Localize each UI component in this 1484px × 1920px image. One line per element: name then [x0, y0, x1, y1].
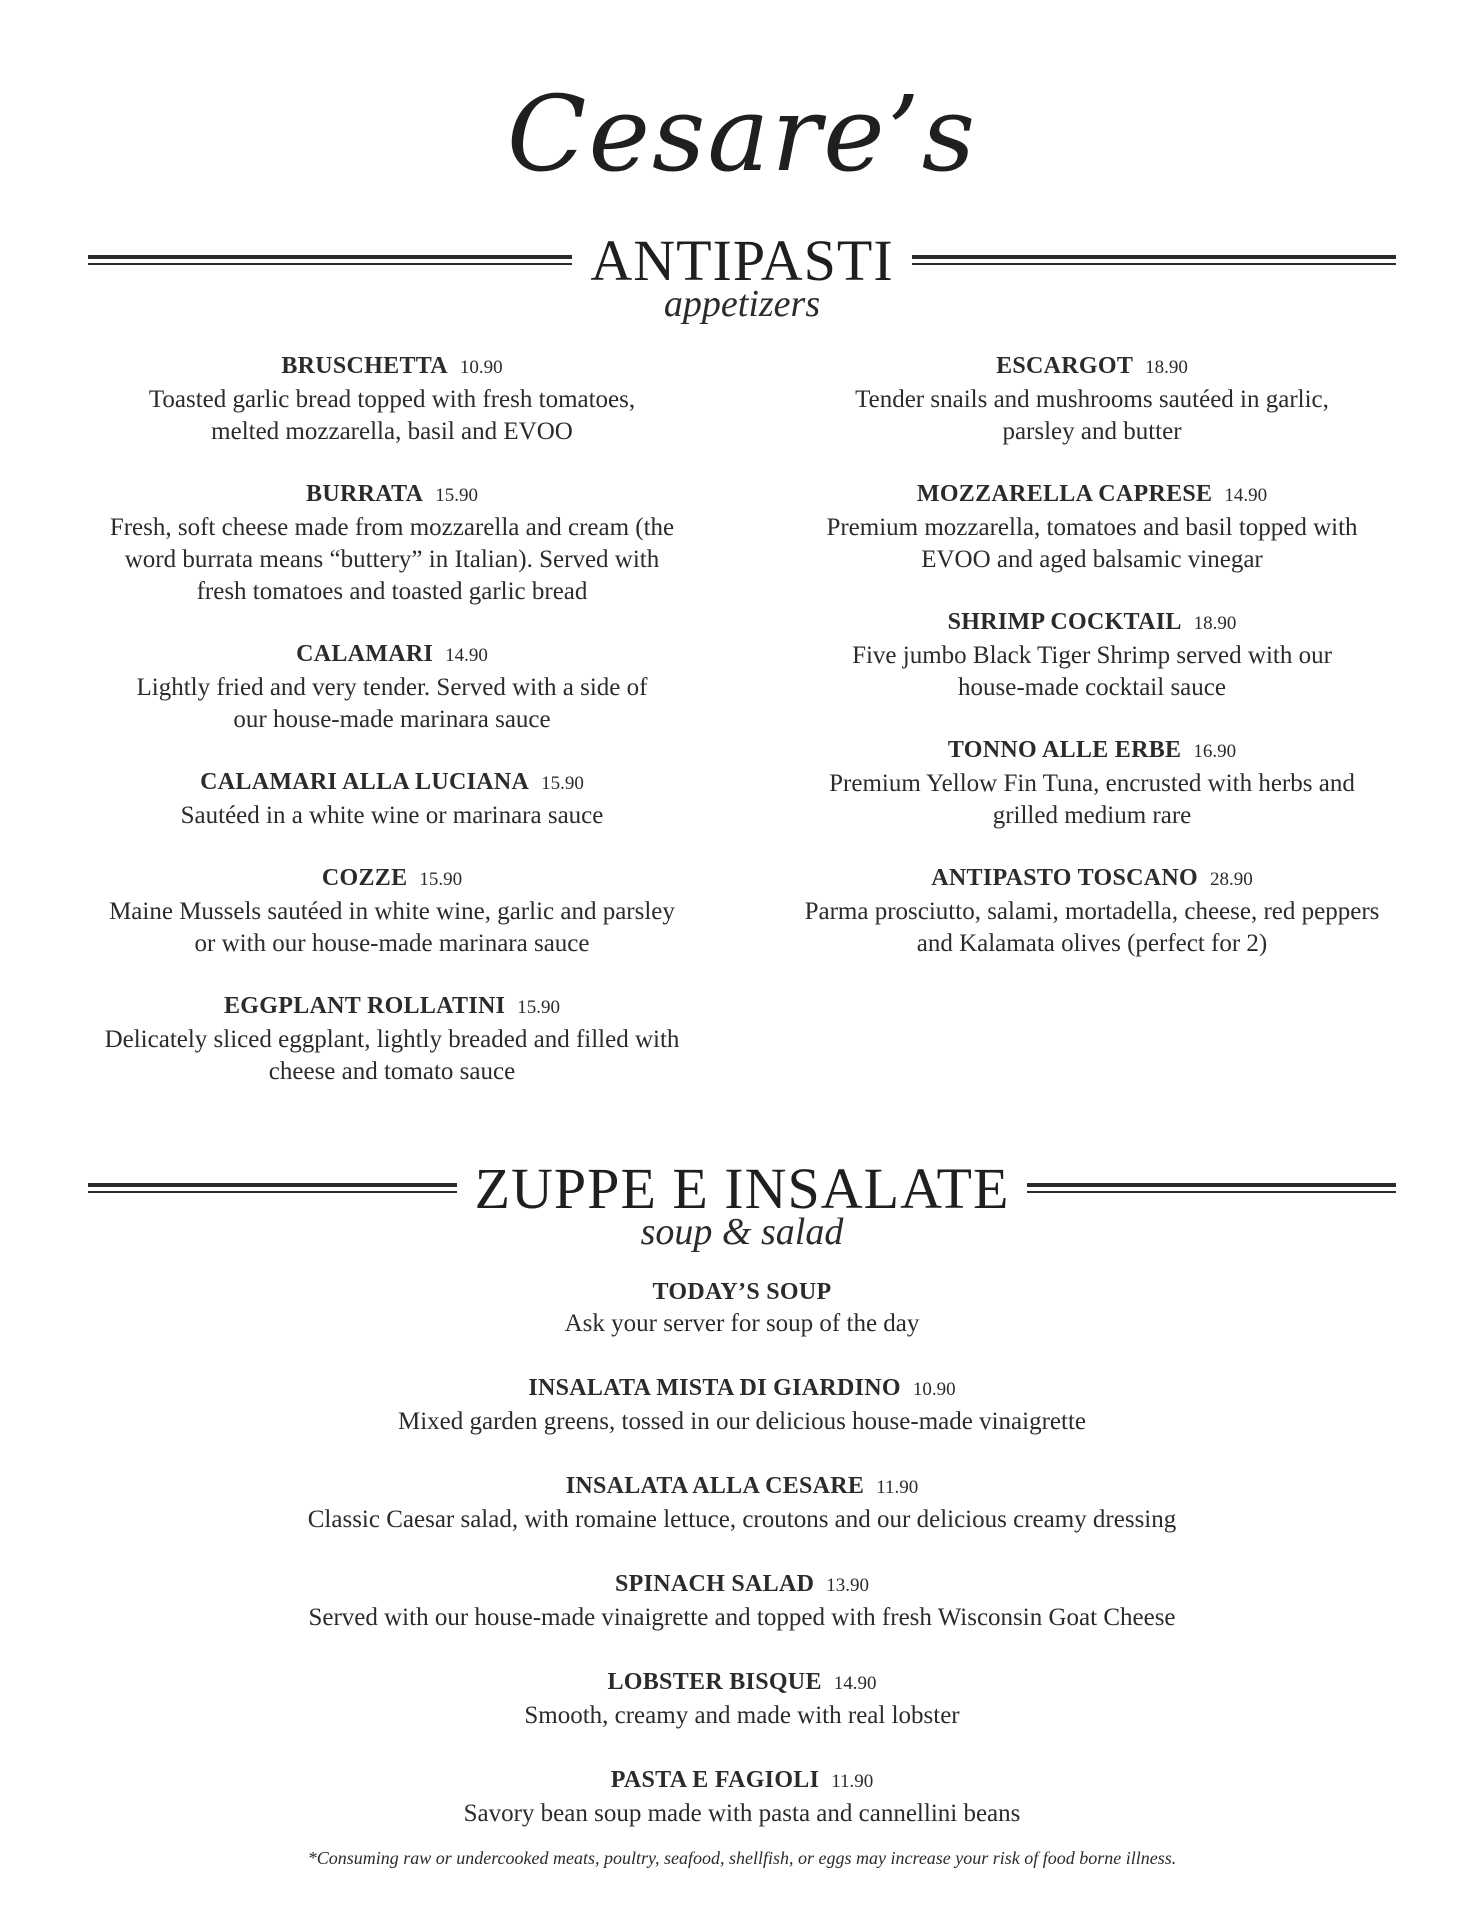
cesares-logo-icon: [506, 60, 978, 210]
menu-item-price: 11.90: [831, 1771, 874, 1792]
menu-item-header: [142, 1764, 1342, 1798]
menu-item: [142, 1568, 1342, 1634]
menu-item-name: TONNO ALLE ERBE: [947, 737, 1182, 763]
menu-item-price: 16.90: [1193, 741, 1237, 762]
menu-item-price: 18.90: [1145, 357, 1188, 378]
menu-item: [82, 478, 702, 608]
food-safety-footnote: *Consuming raw or undercooked meats, poultry, seafood, shellfish, or eggs may increase your risk of food borne illness.: [307, 1848, 1177, 1868]
menu-item: [142, 1470, 1342, 1536]
menu-item-name: CALAMARI ALLA LUCIANA: [200, 769, 530, 795]
menu-item-name: MOZZARELLA CAPRESE: [916, 481, 1213, 507]
menu-item-name: EGGPLANT ROLLATINI: [224, 993, 506, 1019]
menu-item-price: 28.90: [1209, 869, 1253, 890]
menu-item: [782, 478, 1402, 576]
menu-item-header: [82, 862, 702, 896]
menu-item: [82, 766, 702, 832]
menu-item-description: our house-made marinara sauce: [233, 706, 551, 733]
menu-item-description: parsley and butter: [1002, 418, 1182, 445]
menu-item: [82, 350, 702, 448]
menu-item-header: [782, 734, 1402, 768]
menu-item: [782, 862, 1402, 960]
menu-item-header: [82, 766, 702, 800]
menu-item-description: melted mozzarella, basil and EVOO: [211, 418, 573, 445]
menu-item-name: PASTA E FAGIOLI: [610, 1767, 820, 1793]
menu-item: [782, 350, 1402, 448]
menu-item-name: COZZE: [321, 865, 408, 891]
menu-item-description: Mixed garden greens, tossed in our delicious house-made vinaigrette: [397, 1408, 1086, 1435]
menu-item-description: cheese and tomato sauce: [268, 1058, 516, 1085]
menu-item: [142, 1276, 1342, 1340]
menu-item-price: 15.90: [541, 773, 584, 794]
menu-item-description: word burrata means “buttery” in Italian). Served with: [124, 546, 660, 573]
menu-item-header: [782, 478, 1402, 512]
menu-item-header: [142, 1276, 1342, 1308]
menu-item-price: 15.90: [517, 997, 560, 1018]
menu-item-price: 18.90: [1193, 613, 1237, 634]
menu-item-description: Ask your server for soup of the day: [564, 1310, 920, 1337]
right-rule: [912, 255, 1396, 267]
menu-item-header: [82, 478, 702, 512]
menu-item-name: CALAMARI: [296, 641, 434, 667]
menu-item-description: fresh tomatoes and toasted garlic bread: [196, 578, 588, 605]
menu-item-header: [82, 990, 702, 1024]
menu-item-price: 10.90: [459, 357, 503, 378]
menu-item-description: Fresh, soft cheese made from mozzarella and cream (the: [109, 514, 675, 541]
menu-item-header: [782, 606, 1402, 640]
menu-item-price: 10.90: [912, 1379, 956, 1400]
menu-item-description: or with our house-made marinara sauce: [194, 930, 590, 957]
menu-item-header: [142, 1568, 1342, 1602]
zuppe-title: ZUPPE E INSALATE: [474, 1156, 1010, 1221]
zuppe-subtitle: soup & salad: [640, 1211, 844, 1253]
right-rule: [1027, 1183, 1396, 1195]
antipasti-right-column: [782, 350, 1402, 990]
menu-item-name: ANTIPASTO TOSCANO: [931, 865, 1198, 891]
menu-item-header: [82, 350, 702, 384]
menu-item-description: Parma prosciutto, salami, mortadella, cheese, red peppers: [804, 898, 1380, 925]
menu-item: [142, 1764, 1342, 1830]
menu-item-description: Premium mozzarella, tomatoes and basil topped with: [826, 514, 1358, 541]
menu-item-description: Maine Mussels sautéed in white wine, garlic and parsley: [109, 898, 675, 925]
menu-item-description: Classic Caesar salad, with romaine lettuce, croutons and our delicious creamy dressing: [307, 1506, 1177, 1533]
menu-item-name: TODAY’S SOUP: [652, 1279, 832, 1305]
menu-item-description: Five jumbo Black Tiger Shrimp served with our: [852, 642, 1332, 669]
menu-item-header: [142, 1666, 1342, 1700]
menu-item-name: SHRIMP COCKTAIL: [947, 609, 1182, 635]
menu-item-description: grilled medium rare: [992, 802, 1192, 829]
menu-item-price: 11.90: [876, 1477, 919, 1498]
menu-item-description: Savory bean soup made with pasta and cannellini beans: [463, 1800, 1021, 1827]
menu-item-description: Delicately sliced eggplant, lightly breaded and filled with: [104, 1026, 680, 1053]
menu-item-description: Served with our house-made vinaigrette and topped with fresh Wisconsin Goat Cheese: [308, 1604, 1176, 1631]
menu-item-name: SPINACH SALAD: [614, 1571, 815, 1597]
left-rule: [88, 1183, 457, 1195]
menu-item-header: [142, 1470, 1342, 1504]
menu-item-price: 14.90: [1224, 485, 1268, 506]
menu-item-description: EVOO and aged balsamic vinegar: [921, 546, 1263, 573]
menu-item: [82, 638, 702, 736]
menu-item-name: ESCARGOT: [996, 353, 1134, 379]
menu-item-header: [782, 862, 1402, 896]
svg-text:Cesare’s: Cesare’s: [506, 73, 978, 195]
antipasti-title: ANTIPASTI: [590, 228, 894, 293]
menu-item-price: 14.90: [445, 645, 488, 666]
menu-item: [782, 734, 1402, 832]
menu-item-description: Sautéed in a white wine or marinara sauce: [180, 802, 604, 829]
menu-item: [142, 1666, 1342, 1732]
menu-item: [82, 862, 702, 960]
menu-item-price: 13.90: [826, 1575, 869, 1596]
menu-item-name: BURRATA: [306, 481, 424, 507]
antipasti-subtitle: appetizers: [663, 283, 821, 325]
menu-item-name: BRUSCHETTA: [281, 353, 448, 379]
menu-item-description: house-made cocktail sauce: [958, 674, 1226, 701]
menu-item-name: INSALATA MISTA DI GIARDINO: [528, 1375, 901, 1401]
menu-item-name: INSALATA ALLA CESARE: [565, 1473, 865, 1499]
menu-item: [142, 1372, 1342, 1438]
menu-item: [82, 990, 702, 1088]
menu-item-header: [82, 638, 702, 672]
menu-item: [782, 606, 1402, 704]
menu-item-price: 15.90: [419, 869, 463, 890]
menu-item-price: 14.90: [833, 1673, 877, 1694]
menu-item-description: Smooth, creamy and made with real lobster: [524, 1702, 960, 1729]
menu-item-header: [782, 350, 1402, 384]
menu-item-header: [142, 1372, 1342, 1406]
menu-item-description: Tender snails and mushrooms sautéed in garlic,: [855, 386, 1329, 413]
menu-item-description: and Kalamata olives (perfect for 2): [916, 930, 1268, 957]
menu-item-description: Toasted garlic bread topped with fresh tomatoes,: [148, 386, 636, 413]
menu-item-price: 15.90: [435, 485, 478, 506]
left-rule: [88, 255, 572, 267]
menu-item-name: LOBSTER BISQUE: [607, 1669, 822, 1695]
antipasti-left-column: [82, 350, 702, 1118]
menu-item-description: Lightly fried and very tender. Served with a side of: [136, 674, 648, 701]
zuppe-list: [142, 1276, 1342, 1862]
restaurant-logo: [0, 60, 1484, 220]
menu-item-description: Premium Yellow Fin Tuna, encrusted with herbs and: [829, 770, 1355, 797]
